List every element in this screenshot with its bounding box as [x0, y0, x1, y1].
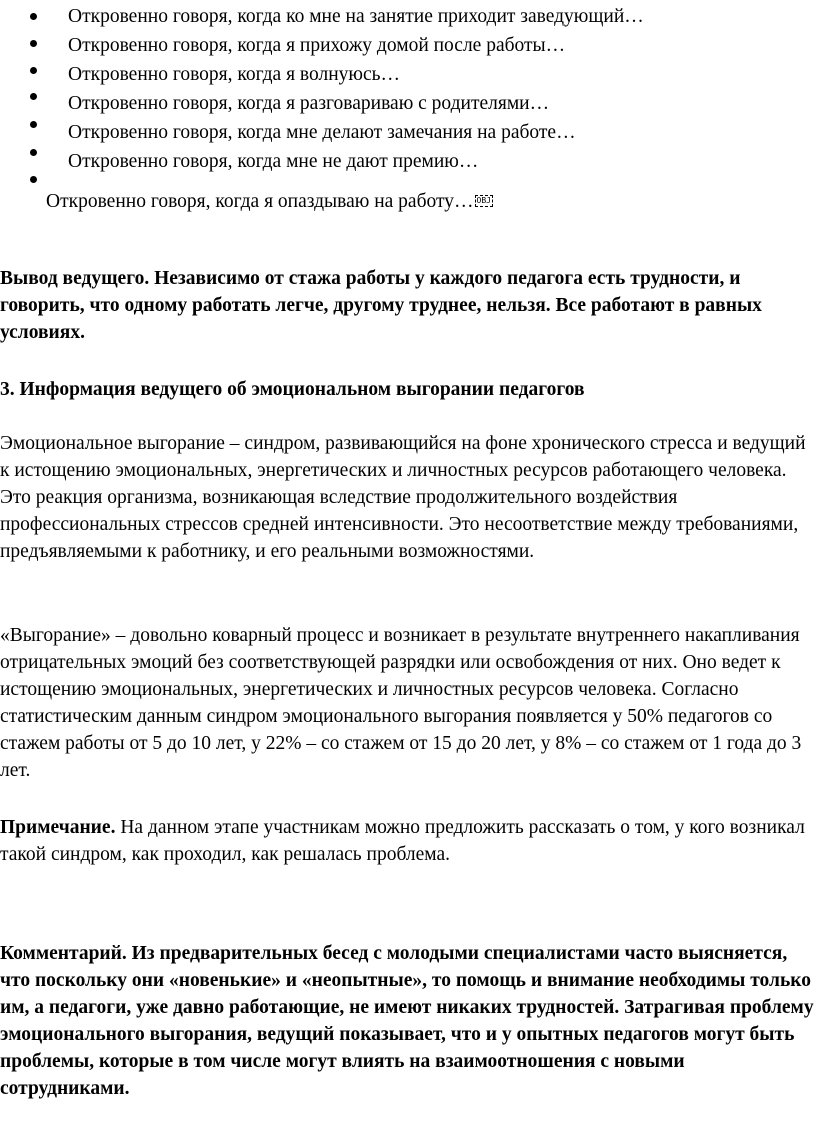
note-label: Примечание.: [0, 817, 116, 838]
obj-placeholder-icon: OBJ: [476, 196, 491, 205]
bullet-icon: [30, 40, 37, 47]
note-text: На данном этапе участникам можно предложить рассказать о том, у кого возникал такой синдром, как проходил, как решалась проблема.: [0, 817, 805, 865]
list-item-text: Откровенно говоря, когда я прихожу домой после работы…: [68, 35, 566, 56]
paragraph-burnout-process: [0, 622, 816, 784]
list-item-text: Откровенно говоря, когда мне не дают премию…: [68, 151, 479, 172]
paragraph-text: Эмоциональное выгорание – синдром, развивающийся на фоне хронического стресса и ведущий к истощению эмоциональных, энергетических и личностных ресурсов работающего человека. Это реакция организма, возникающая вследствие продолжительного воздействия профессиональных стрессов средней интенсивности. Это несоответствие между требованиями, предъявляемыми к работнику, и его реальными возможностями.: [0, 433, 806, 562]
bullet-icon: [30, 121, 37, 128]
section-heading-text: 3. Информация ведущего об эмоциональном выгорании педагогов: [0, 379, 585, 400]
note-paragraph: [0, 814, 816, 868]
bullet-icon: [30, 93, 37, 100]
comment-text: Комментарий. Из предварительных бесед с молодыми специалистами часто выясняется, что поскольку они «новенькие» и «неопытные», то помощь и внимание необходимы только им, а педагоги, уже давно работающие, не имеют никаких трудностей. Затрагивая проблему эмоционального выгорания, ведущий показывает, что и у опытных педагогов могут быть проблемы, которые в том числе могут влиять на взаимоотношения с новыми сотрудниками.: [0, 943, 814, 1099]
bullet-icon: [30, 149, 37, 156]
comment-paragraph: [0, 940, 816, 1102]
paragraph-text: «Выгорание» – довольно коварный процесс и возникает в результате внутреннего накапливания отрицательных эмоций без соответствующей разрядки или освобождения от них. Оно ведет к истощению эмоциональных, энергетических и личностных ресурсов человека. Согласно статистическим данным синдром эмоционального выгорания появляется у 50% педагогов со стажем работы от 5 до 10 лет, у 22% – со стажем от 15 до 20 лет, у 8% – со стажем от 1 года до 3 лет.: [0, 625, 802, 781]
section-heading: [0, 376, 816, 403]
bullet-icon: [30, 13, 37, 20]
conclusion-text: Вывод ведущего. Независимо от стажа работы у каждого педагога есть трудности, и говорить, что одному работать легче, другому труднее, нельзя. Все работают в равных условиях.: [0, 268, 762, 343]
list-item-text: Откровенно говоря, когда мне делают замечания на работе…: [68, 122, 576, 143]
list-item-text: Откровенно говоря, когда ко мне на занятие приходит заведующий…: [68, 6, 644, 27]
conclusion-paragraph: [0, 265, 816, 346]
last-line-text: Откровенно говоря, когда я опаздываю на работу…: [46, 191, 474, 212]
bullet-icon: [30, 67, 37, 74]
bullet-icon: [30, 176, 37, 183]
last-line: [46, 188, 493, 215]
paragraph-burnout-definition: [0, 430, 816, 565]
list-item-text: Откровенно говоря, когда я разговариваю с родителями…: [68, 93, 550, 114]
list-item-text: Откровенно говоря, когда я волнуюсь…: [68, 64, 401, 85]
